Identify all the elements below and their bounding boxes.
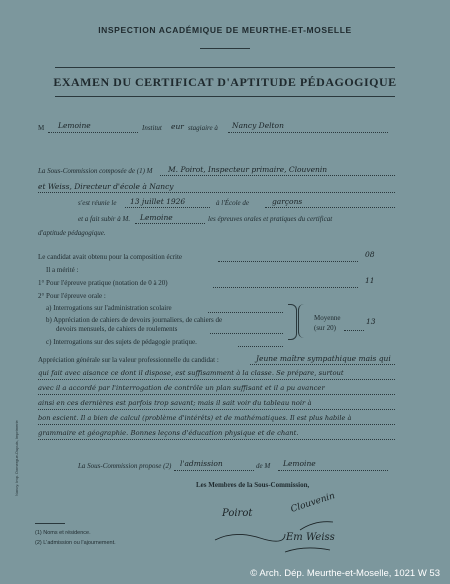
members-line-1 bbox=[160, 175, 395, 176]
candidate-place: Nancy Delton bbox=[232, 121, 284, 130]
appreciation-line-5: bon escient. Il a bien de calcul (problème d'intérêts) et de mathématiques. Il est plus habile à bbox=[38, 414, 352, 422]
sur20-label: (sur 20) bbox=[314, 324, 336, 332]
footnote-1: (1) Noms et résidence. bbox=[35, 530, 91, 536]
instituteur-label: Institut bbox=[142, 124, 162, 132]
footnote-rule bbox=[35, 523, 65, 524]
signature-3: Em Weiss bbox=[286, 532, 335, 543]
stagiaire-label: stagiaire à bbox=[188, 124, 218, 132]
subir-line bbox=[135, 223, 205, 224]
header-rule bbox=[200, 48, 250, 49]
appr-dots-6 bbox=[38, 439, 395, 440]
inspection-header: INSPECTION ACADÉMIQUE DE MEURTHE-ET-MOSELLE bbox=[98, 25, 352, 35]
place-line bbox=[228, 132, 388, 133]
m-label: M bbox=[38, 124, 45, 132]
pratique-dots bbox=[213, 287, 358, 288]
signature-1: Poirot bbox=[222, 508, 253, 519]
title-rule-top bbox=[55, 67, 395, 68]
subir-name: Lemoine bbox=[140, 213, 173, 222]
brace-right bbox=[288, 304, 297, 340]
commission-intro: La Sous-Commission composée de (1) M bbox=[38, 167, 153, 175]
pratique-label: 1° Pour l'épreuve pratique (notation de 0 à 20) bbox=[38, 279, 168, 287]
moyenne-dots bbox=[344, 330, 364, 331]
signature-flourish bbox=[205, 500, 345, 560]
commission-members-1: M. Poirot, Inspecteur primaire, Clouvenin bbox=[168, 165, 328, 174]
proposal-label: La Sous-Commission propose (2) bbox=[78, 462, 172, 470]
appr-dots-2 bbox=[38, 379, 395, 380]
footnote-2: (2) L'admission ou l'ajournement. bbox=[35, 540, 116, 546]
aptitude-text: d'aptitude pédagogique. bbox=[38, 229, 106, 237]
written-label: Le candidat avait obtenu pour la composition écrite bbox=[38, 253, 183, 261]
ecole-value: garçons bbox=[272, 197, 303, 206]
title-rule-bottom bbox=[55, 96, 395, 97]
merite-label: Il a mérité : bbox=[46, 266, 79, 274]
oral-c-dots bbox=[238, 346, 283, 347]
meeting-date: 13 juillet 1926 bbox=[130, 197, 186, 206]
subir-label: et a fait subir à M. bbox=[78, 215, 131, 223]
proposal-dots bbox=[174, 470, 254, 471]
appr-dots-3 bbox=[38, 394, 395, 395]
commission-members-2: et Weiss, Directeur d'école à Nancy bbox=[38, 182, 174, 191]
appr-dots-5 bbox=[38, 424, 395, 425]
pratique-grade: 11 bbox=[365, 276, 375, 285]
proposal-de-label: de M bbox=[256, 462, 271, 470]
side-imprint: Nancy. Imp. Domergue-Dupuis, Imprimerie bbox=[14, 420, 19, 496]
moyenne-grade: 13 bbox=[366, 317, 376, 326]
appr-dots-1 bbox=[250, 364, 395, 365]
written-dots bbox=[218, 261, 358, 262]
oral-b1: b) Appréciation de cahiers de devoirs journaliers, de cahiers de bbox=[46, 316, 223, 324]
epreuves-text: les épreuves orales et pratiques du certificat bbox=[208, 215, 333, 223]
proposal-name: Lemoine bbox=[283, 459, 316, 468]
oral-b2: devoirs mensuels, de cahiers de roulements bbox=[56, 325, 178, 333]
written-grade: 08 bbox=[365, 250, 375, 259]
appreciation-line-1: Jeune maître sympathique mais qui bbox=[256, 354, 391, 363]
oral-c: c) Interrogations sur des sujets de pédagogie pratique. bbox=[46, 338, 197, 346]
members-line-2 bbox=[38, 192, 395, 193]
appreciation-line-4: ainsi en ces dernières est parfois trop savant; mais il sait voir du tableau noir à bbox=[38, 399, 312, 407]
exam-title: EXAMEN DU CERTIFICAT D'APTITUDE PÉDAGOGIQUE bbox=[53, 75, 397, 89]
ecole-label: à l'École de bbox=[216, 199, 249, 207]
instituteur-suffix: eur bbox=[171, 122, 184, 131]
brace-left bbox=[298, 304, 305, 338]
ecole-line bbox=[265, 207, 395, 208]
reunie-label: s'est réunie le bbox=[78, 199, 117, 207]
appr-dots-4 bbox=[38, 409, 395, 410]
proposal-name-dots bbox=[278, 470, 388, 471]
appreciation-line-2: qui fait avec aisance ce dont il dispose, est suffisamment à la classe. Se prépare, surtout bbox=[38, 369, 344, 377]
moyenne-label: Moyenne bbox=[314, 314, 341, 322]
proposal-decision: l'admission bbox=[180, 459, 223, 468]
members-label: Les Membres de la Sous-Commission, bbox=[196, 481, 310, 489]
appreciation-line-3: avec il a accordé par l'interrogation de contrôle un plan suffisant et il a pu avancer bbox=[38, 384, 325, 392]
candidate-name: Lemoine bbox=[58, 121, 91, 130]
appreciation-label: Appréciation générale sur la valeur professionnelle du candidat : bbox=[38, 356, 219, 364]
signature-2: Clouvenin bbox=[289, 491, 337, 515]
orale-label: 2° Pour l'épreuve orale : bbox=[38, 292, 106, 300]
date-line bbox=[125, 207, 210, 208]
appreciation-line-6: grammaire et géographie. Bonnes leçons d'éducation physique et de chant. bbox=[38, 429, 299, 437]
oral-a: a) Interrogations sur l'administration scolaire bbox=[46, 304, 172, 312]
name-line bbox=[48, 132, 138, 133]
oral-a-dots bbox=[208, 312, 283, 313]
copyright-notice: © Arch. Dép. Meurthe-et-Moselle, 1021 W 53 bbox=[250, 568, 440, 579]
oral-b-dots bbox=[210, 333, 283, 334]
